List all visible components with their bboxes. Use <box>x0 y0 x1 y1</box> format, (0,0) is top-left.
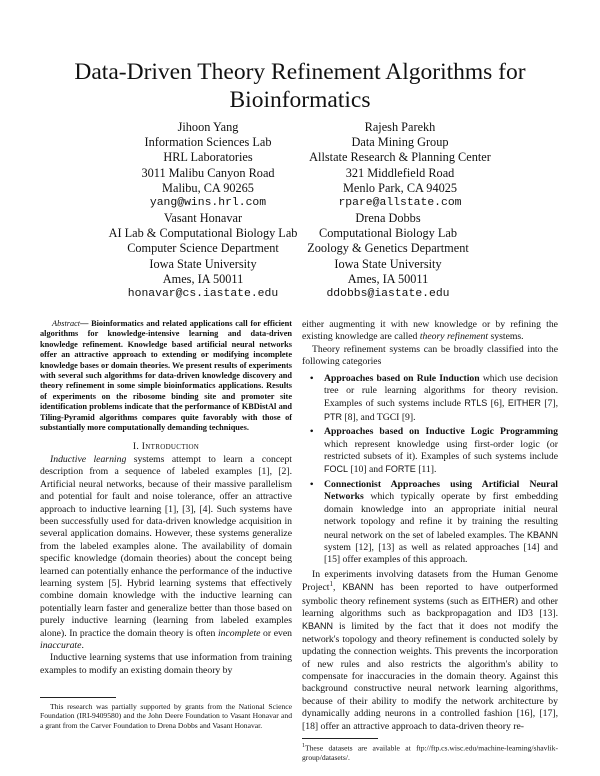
author-address: 321 Middlefield Road <box>345 165 455 180</box>
author-block-1 <box>108 120 308 211</box>
right-paragraph-2: Theory refinement systems can be broadly classified into the following categories <box>302 343 558 368</box>
author-block-2 <box>290 120 510 211</box>
bullet-icon: • <box>310 372 314 384</box>
author-affiliation: Information Sciences Lab <box>144 135 272 150</box>
author-email: yang@wins.hrl.com <box>149 197 267 210</box>
author-email: ddobbs@iastate.edu <box>326 288 450 301</box>
author-block-4 <box>283 211 493 302</box>
right-column <box>302 319 558 733</box>
author-name: Vasant Honavar <box>163 211 243 225</box>
abstract-label: Abstract <box>52 319 81 328</box>
abstract-text: — Bioinformatics and related applications call for efficient algorithms for knowledge-intensive learning and data-driven knowledge refinement. Knowledge based artificial neural networks offer an attractive approach to extending or modifying incomplete knowledge bases or domain theories. We present results of experiments with several such algorithms for data-driven knowledge discovery and theory refinement in some simple bioinformatics applications. Results of experiments on the ribosome binding site and promoter site identification problems indicate that the performance of KBDistAl and Tiling-Pyramid algorithms compares quite favorably with those of substantially more computationally demanding techniques. <box>40 319 292 433</box>
bullet-icon: • <box>310 426 314 438</box>
author-address: Iowa State University <box>334 256 442 271</box>
author-affiliation: Data Mining Group <box>351 135 449 150</box>
author-address: Ames, IA 50011 <box>347 271 429 286</box>
author-address: 3011 Malibu Canyon Road <box>141 165 275 180</box>
list-item: • Connectionist Approaches using Artificial Neural Networks which typically operate by first embedding domain knowledge into an appropriate initial neural network topology and refine it by training the resulting neural network on the set of labeled examples. The KBANN system [12], [13] as well as related approaches [14] and [15] offer examples of this approach. <box>310 478 558 566</box>
author-affiliation: Zoology & Genetics Department <box>307 241 469 256</box>
author-address: Menlo Park, CA 94025 <box>342 180 458 195</box>
list-item: • Approaches based on Inductive Logic Programming which represent knowledge using first-order logic (or restricted subsets of it). Examples of such systems include FOCL [10] and FORTE [11]. <box>310 426 558 476</box>
author-address: Malibu, CA 90265 <box>162 180 254 195</box>
section-heading: I. Introduction <box>132 441 200 453</box>
author-address: Ames, IA 50011 <box>162 271 244 286</box>
funding-footnote: This research was partially supported by grants from the National Science Foundation (IRI-9409580) and the John Deere Foundation to Vasant Honavar and a grant from the Carver Foundation to Drena Dobbs and Vasant Honavar. <box>40 702 292 730</box>
term-emphasis: Inductive learning <box>50 453 127 465</box>
author-name: Jihoon Yang <box>177 120 239 134</box>
right-paragraph-1: either augmenting it with new knowledge or by refining the existing knowledge are called theory refinement systems. <box>302 319 558 343</box>
author-name: Rajesh Parekh <box>364 120 436 134</box>
intro-paragraph-1: Inductive learning systems attempt to learn a concept description from a sequence of labeled examples [1], [2]. Artificial neural networks, because of their massive parallelism and potential for fault and noise tolerance, offer an attractive approach to inductive learning [1], [3], [4]. Such systems have been successfully used for data-driven knowledge acquisition in several application domains. However, these systems generalize from the labeled examples alone. The availability of domain specific knowledge (domain theories) about the concept being learned can potentially enhance the performance of the inductive learning system [5]. Hybrid learning systems that effectively combine domain knowledge with the inductive learning can potentially learn faster and generalize better than those based on purely inductive learning (learning from labeled examples alone). In practice the domain theory is often incomplete or even inaccurate. <box>40 453 292 651</box>
author-affiliation: HRL Laboratories <box>163 150 253 165</box>
footnote-rule <box>302 738 378 739</box>
footnote-mark: 1 <box>302 743 305 749</box>
paper-title: Data-Driven Theory Refinement Algorithms for Bioinformatics <box>74 59 526 113</box>
intro-paragraph-2: Inductive learning systems that use information from training examples to modify an existing domain theory by <box>40 652 292 676</box>
author-affiliation: Computer Science Department <box>127 241 279 256</box>
footnote-rule <box>40 697 116 698</box>
author-affiliation: Allstate Research & Planning Center <box>309 150 491 165</box>
author-name: Drena Dobbs <box>355 211 421 225</box>
author-affiliation: Computational Biology Lab <box>319 226 457 241</box>
bullet-icon: • <box>310 478 314 490</box>
footnote-marker: 1 <box>329 579 333 588</box>
author-affiliation: AI Lab & Computational Biology Lab <box>108 226 298 241</box>
left-column <box>40 319 292 677</box>
category-list <box>302 373 558 567</box>
abstract <box>40 319 292 433</box>
author-address: Iowa State University <box>149 256 257 271</box>
dataset-footnote: $^1$These datasets are available at ftp://ftp.cs.wisc.edu/machine-learning/shavlik-group/datasets/. <box>302 743 558 762</box>
author-email: rpare@allstate.com <box>338 197 462 210</box>
list-item: • Approaches based on Rule Induction which use decision tree or rule learning algorithms for theory revision. Examples of such systems include RTLS [6], EITHER [7], PTR [8], and TGCI [9]. <box>310 372 558 423</box>
right-paragraph-3: In experiments involving datasets from the Human Genome Project$^1$, KBANN has been reported to have outperformed symbolic theory refinement systems (such as EITHER) and other learning algorithms such as backpropagation and ID3 [13]. KBANN is limited by the fact that it does not modify the network's topology and theory refinement is conducted solely by updating the connection weights. This prevents the incorporation of new rules and also restricts the algorithm's ability to compensate for inaccuracies in the domain theory. Against this background constructive neural network learning algorithms, because of their ability to modify the network architecture by dynamically adding neurons in a controlled fashion [16], [17], [18] offer an attractive approach to data-driven theory re- <box>302 568 559 732</box>
author-email: honavar@cs.iastate.edu <box>127 288 279 301</box>
